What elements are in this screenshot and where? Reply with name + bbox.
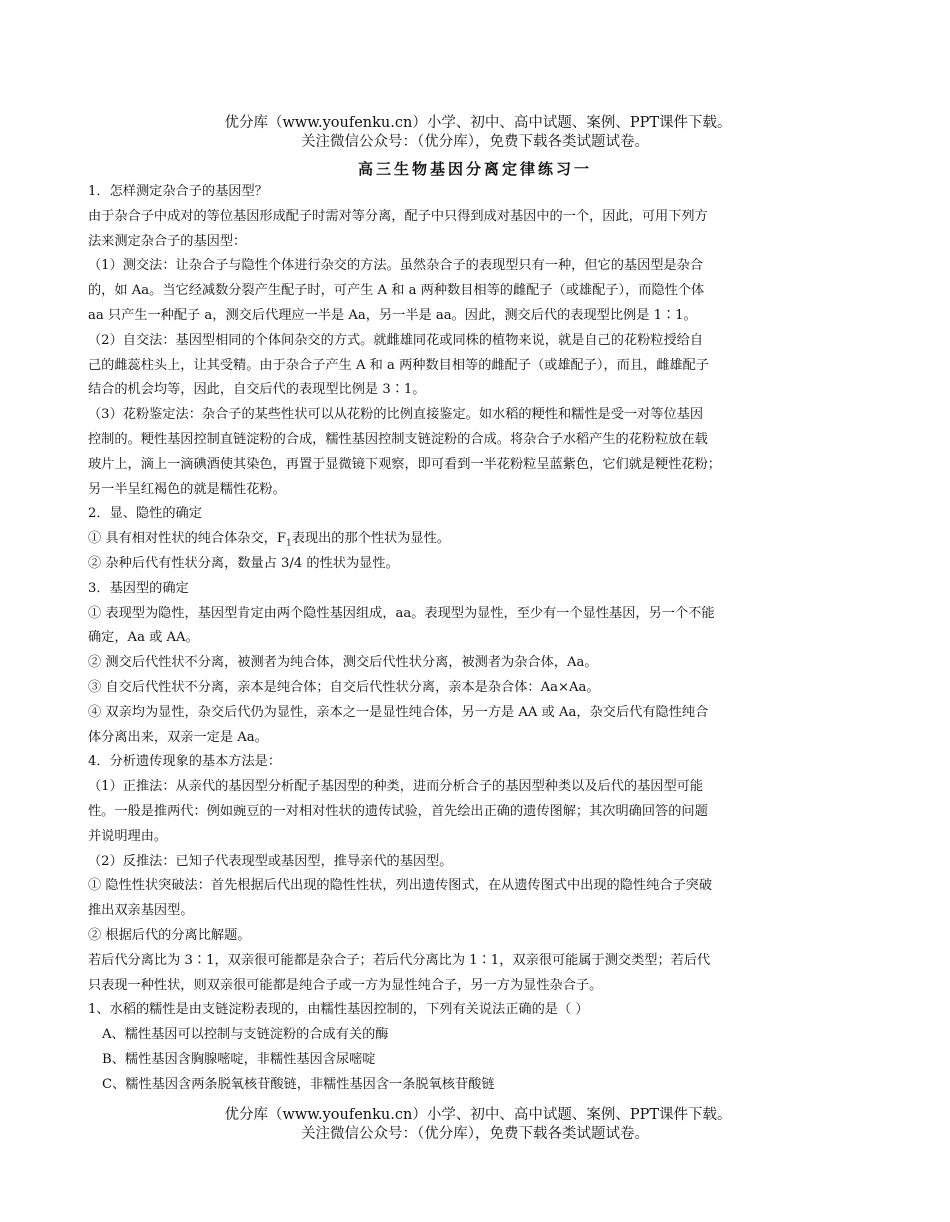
body-line: 玻片上，滴上一滴碘酒使其染色，再置于显微镜下观察，即可看到一半花粉粒呈蓝紫色，它们就是粳性花粉； [88,456,721,472]
body-line: 确定，Aa 或 AA。 [88,630,199,646]
top-watermark-header [0,114,950,152]
answer-option-c: C、糯性基因含两条脱氧核苷酸链，非糯性基因含一条脱氧核苷酸链 [102,1076,495,1092]
f1-subscript: 1 [285,538,292,549]
header-line-1: 优分库（www.youfenku.cn）小学、初中、高中试题、案例、PPT课件下载。 [224,115,732,131]
body-line: 己的雌蕊柱头上，让其受精。由于杂合子产生 A 和 a 两种数目相等的雌配子（或雄配子），而且，雌雄配子 [88,357,709,373]
body-line: ① 隐性性状突破法：首先根据后代出现的隐性性状，列出遗传图式，在从遗传图式中出现的隐性纯合子突破 [88,878,713,894]
document-body [88,180,774,1097]
section-heading: 4．分析遗传现象的基本方法是： [88,754,282,770]
footer-line-1: 优分库（www.youfenku.cn）小学、初中、高中试题、案例、PPT课件下载。 [224,1107,732,1123]
body-line: （1）测交法：让杂合子与隐性个体进行杂交的方法。虽然杂合子的表现型只有一种，但它的基因型是杂合 [88,258,704,274]
section-heading: 3．基因型的确定 [88,580,189,596]
question-stem: 1、水稻的糯性是由支链淀粉表现的，由糯性基因控制的，下列有关说法正确的是（ ） [88,1002,589,1018]
body-line: （2）反推法：已知子代表现型或基因型，推导亲代的基因型。 [88,853,453,869]
body-line: 由于杂合子中成对的等位基因形成配子时需对等分离，配子中只得到成对基因中的一个，因此，可用下列方 [88,208,708,224]
section-heading: 2．显、隐性的确定 [88,506,202,522]
body-line: 体分离出来，双亲一定是 Aa。 [88,729,268,745]
body-line: ② 根据后代的分离比解题。 [88,927,251,943]
body-line: 1．怎样测定杂合子的基因型？ [88,184,268,199]
body-line: 并说明理由。 [88,828,168,844]
body-line: 性。一般是推两代：例如豌豆的一对相对性状的遗传试验，首先绘出正确的遗传图解；其次明确回答的问题 [88,803,708,819]
body-line: aa 只产生一种配子 a，测交后代理应一半是 Aa，另一半是 aa。因此，测交后代的表现型比例是 1∶1。 [88,307,697,323]
body-line: 控制的。粳性基因控制直链淀粉的合成，糯性基因控制支链淀粉的合成。将杂合子水稻产生的花粉粒放在载 [88,431,708,447]
answer-option-b: B、糯性基因含胸腺嘧啶，非糯性基因含尿嘧啶 [102,1051,376,1067]
page-title: 高三生物基因分离定律练习一 [357,160,592,178]
header-line-2: 关注微信公众号：（优分库），免费下载各类试题试卷。 [301,134,649,150]
bottom-watermark-footer [0,1106,950,1144]
body-line: 只表现一种性状，则双亲很可能都是纯合子或一方为显性纯合子，另一方为显性杂合子。 [88,977,603,993]
body-line: 结合的机会均等，因此，自交后代的表现型比例是 3∶1。 [88,382,426,398]
body-line: ① 表现型为隐性，基因型肯定由两个隐性基因组成，aa。表现型为显性，至少有一个显性基因，另一个不能 [88,605,715,621]
body-line: （3）花粉鉴定法：杂合子的某些性状可以从花粉的比例直接鉴定。如水稻的粳性和糯性是受一对等位基因 [88,407,704,423]
body-line-f1 [88,527,774,552]
body-line: 的，如 Aa。当它经减数分裂产生配子时，可产生 A 和 a 两种数目相等的雌配子（或雄配子），而隐性个体 [88,283,705,299]
footer-line-2: 关注微信公众号：（优分库），免费下载各类试题试卷。 [301,1126,649,1142]
body-line: 推出双亲基因型。 [88,903,194,919]
f1-text-before: ① 具有相对性状的纯合体杂交，F [88,531,286,547]
body-line: 法来测定杂合子的基因型： [88,233,247,249]
answer-option-a: A、糯性基因可以控制与支链淀粉的合成有关的酶 [102,1027,389,1043]
body-line: ④ 双亲均为显性，杂交后代仍为显性，亲本之一是显性纯合体，另一方是 AA 或 Aa，杂交后代有隐性纯合 [88,704,709,720]
f1-text-after: 表现出的那个性状为显性。 [291,531,450,547]
body-line: ③ 自交后代性状不分离，亲本是纯合体；自交后代性状分离，亲本是杂合体：Aa×Aa。 [88,679,600,695]
body-line: ② 测交后代性状不分离，被测者为纯合体，测交后代性状分离，被测者为杂合体，Aa。 [88,655,598,671]
body-line: ② 杂种后代有性状分离，数量占 3/4 的性状为显性。 [88,555,399,571]
body-line: （1）正推法：从亲代的基因型分析配子基因型的种类，进而分析合子的基因型种类以及后代的基因型可能 [88,779,704,795]
body-line: （2）自交法：基因型相同的个体间杂交的方式。就雌雄同花或同株的植物来说，就是自己的花粉粒授给自 [88,332,704,348]
body-line: 若后代分离比为 3∶1，双亲很可能都是杂合子；若后代分离比为 1∶1，双亲很可能属于测交类型；若后代 [88,952,711,968]
body-line: 另一半呈红褐色的就是糯性花粉。 [88,481,286,497]
